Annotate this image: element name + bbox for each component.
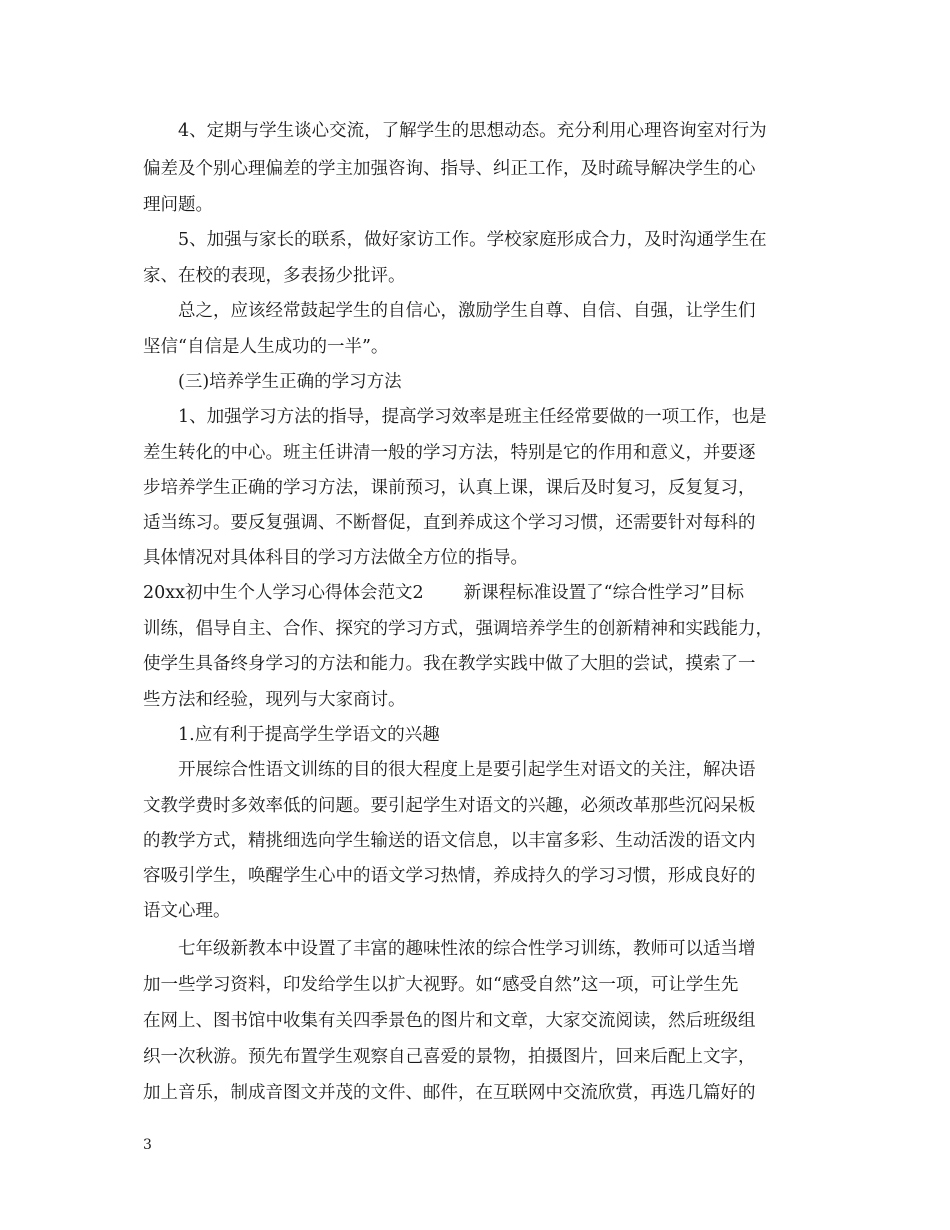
paragraph-line: 七年级新教本中设置了丰富的趣味性浓的综合性学习训练，教师可以适当增 [178,939,756,959]
paragraph-line: 文教学费时多效率低的问题。要引起学生对语文的兴趣，必须改革那些沉闷呆板 [143,796,756,816]
article-title-line [143,581,823,605]
paragraph-line: 家、在校的表现，多表扬少批评。 [143,266,406,286]
paragraph-line: 4、定期与学生谈心交流，了解学生的思想动态。充分利用心理咨询室对行为 [178,121,767,141]
paragraph-line: 加一些学习资料，印发给学生以扩大视野。如“感受自然”这一项，可让学生先 [143,975,739,995]
paragraph-line: 理问题。 [143,195,213,215]
section-heading: 1.应有利于提高学生学语文的兴趣 [178,725,440,745]
paragraph-line: 偏差及个别心理偏差的学主加强咨询、指导、纠正工作，及时疏导解决学生的心 [143,159,756,179]
paragraph-text: 新课程标准设置了“综合性学习”目标 [463,583,745,603]
paragraph-line: 差生转化的中心。班主任讲清一般的学习方法，特别是它的作用和意义，并要逐 [143,443,756,463]
paragraph-line: 的教学方式，精挑细选向学生输送的语文信息，以丰富多彩、生动活泼的语文内 [143,831,756,851]
paragraph-line: 具体情况对具体科目的学习方法做全方位的指导。 [143,548,528,568]
paragraph-line: 适当练习。要反复强调、不断督促，直到养成这个学习习惯，还需要针对每科的 [143,513,756,533]
paragraph-line: 使学生具备终身学习的方法和能力。我在教学实践中做了大胆的尝试，摸索了一 [143,654,756,674]
paragraph-line: 坚信“自信是人生成功的一半”。 [143,337,389,357]
paragraph-line: 些方法和经验，现列与大家商讨。 [143,690,406,710]
paragraph-line: 在网上、图书馆中收集有关四季景色的图片和文章，大家交流阅读，然后班级组 [143,1011,756,1031]
article-title: 20xx初中生个人学习心得体会范文2 [143,583,424,603]
paragraph-line: 开展综合性语文训练的目的很大程度上是要引起学生对语文的关注，解决语 [178,760,756,780]
paragraph-line: 1、加强学习方法的指导，提高学习效率是班主任经常要做的一项工作，也是 [178,407,767,427]
paragraph-line: 容吸引学生，唤醒学生心中的语文学习热情，养成持久的学习习惯，形成良好的 [143,866,756,886]
page-number: 3 [143,1137,152,1153]
paragraph-line: 训练，倡导自主、合作、探究的学习方式，强调培养学生的创新精神和实践能力， [143,619,773,639]
section-heading: (三)培养学生正确的学习方法 [178,372,402,392]
paragraph-line: 5、加强与家长的联系，做好家访工作。学校家庭形成合力，及时沟通学生在 [178,230,767,250]
paragraph-line: 步培养学生正确的学习方法，课前预习，认真上课，课后及时复习，反复复习， [143,478,756,498]
paragraph-line: 语文心理。 [143,901,231,921]
paragraph-line: 加上音乐，制成音图文并茂的文件、邮件，在互联网中交流欣赏，再选几篇好的 [143,1083,756,1103]
paragraph-line: 总之，应该经常鼓起学生的自信心，激励学生自尊、自信、自强，让学生们 [178,301,756,321]
paragraph-line: 织一次秋游。预先布置学生观察自己喜爱的景物，拍摄图片，回来后配上文字， [143,1047,756,1067]
